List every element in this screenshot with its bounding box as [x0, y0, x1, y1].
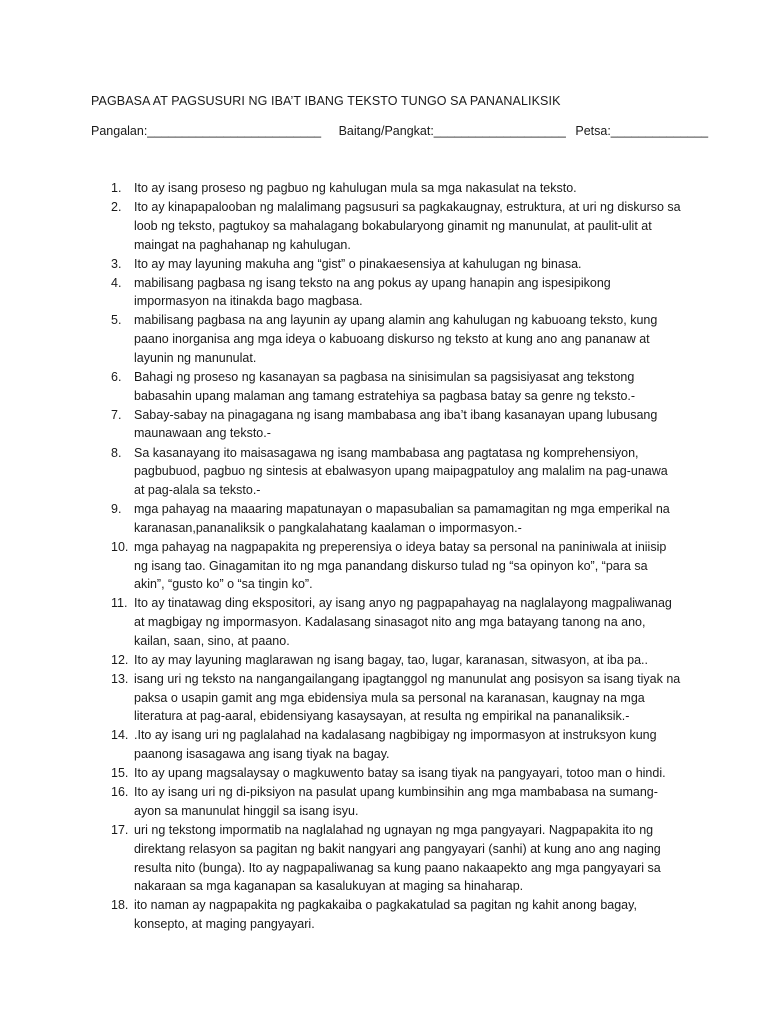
question-item: [91, 670, 681, 726]
question-text: Sabay-sabay na pinagagana ng isang mambabasa ang iba’t ibang kasanayan upang lubusang maunawaan ang teksto.-: [134, 407, 658, 441]
question-list: [91, 179, 681, 934]
question-item: [91, 538, 681, 594]
question-item: [91, 500, 681, 537]
question-text: Ito ay isang uri ng di-piksiyon na pasulat upang kumbinsihin ang mga mambabasa na sumang-ayon sa manunulat hinggil sa isang isyu.: [134, 785, 658, 819]
question-number: 2.: [111, 200, 122, 215]
question-item: [91, 764, 681, 783]
question-item: [91, 198, 681, 254]
question-number: 13.: [111, 671, 129, 686]
question-item: [91, 821, 681, 896]
question-text: mga pahayag na nagpapakita ng preperensiya o ideya batay sa personal na paniniwala at iniisip ng isang tao. Ginagamitan ito ng mga panandang diskurso tulad ng “sa opinyon ko”, “para sa akin”, “gusto ko” o “sa tingin ko”.: [134, 539, 667, 592]
question-number: 11.: [111, 596, 128, 611]
question-item: [91, 274, 681, 311]
question-text: mabilisang pagbasa ng isang teksto na ang pokus ay upang hanapin ang ispesipikong impormasyon na itinakda bago magbasa.: [134, 275, 611, 309]
question-text: Ito ay tinatawag ding ekspositori, ay isang anyo ng pagpapahayag na naglalayong magpaliwanag at magbigay ng impormasyon. Kadalasang sinasagot nito ang mga batayang tanong na ano, kailan, saan, sino, at paano.: [134, 596, 672, 648]
question-number: 12.: [111, 652, 129, 667]
question-number: 14.: [111, 728, 129, 743]
question-item: [91, 444, 681, 500]
question-number: 3.: [111, 256, 122, 271]
question-text: uri ng tekstong impormatib na naglalahad ng ugnayan ng mga pangyayari. Nagpapakita ito ng direktang relasyon sa pagitan ng bakit nangyari ang pangyayari (sanhi) at kung ano ang naging resulta nito (bunga). Ito ay nagpapaliwanag sa kung paano nakaapekto ang mga pangyayari sa nakaraan sa mga kaganapan sa kasalukuyan at maging sa hinaharap.: [134, 823, 661, 894]
question-item: [91, 179, 681, 198]
question-number: 1.: [111, 181, 122, 195]
question-number: 8.: [111, 445, 122, 460]
question-text: Ito ay may layuning maglarawan ng isang bagay, tao, lugar, karanasan, sitwasyon, at iba pa..: [134, 652, 648, 667]
question-text: .Ito ay isang uri ng paglalahad na kadalasang nagbibigay ng impormasyon at instruksyon kung paanong isasagawa ang isang tiyak na bagay.: [134, 728, 657, 762]
question-number: 5.: [111, 313, 122, 328]
question-text: Ito ay kinapapalooban ng malalimang pagsusuri sa pagkakaugnay, estruktura, at uri ng diskurso sa loob ng teksto, pagtukoy sa mahalagang bokabularyong ginamit ng manunulat, at paulit-ulit at maingat na paghahanap ng kahulugan.: [134, 200, 681, 252]
question-number: 15.: [111, 766, 129, 781]
question-item: [91, 406, 681, 443]
date-field: Petsa:______________: [575, 124, 709, 138]
question-item: [91, 896, 681, 933]
question-number: 4.: [111, 275, 122, 290]
question-number: 10.: [111, 539, 129, 554]
question-item: [91, 255, 681, 274]
question-text: isang uri ng teksto na nangangailangang ipagtanggol ng manunulat ang posisyon sa isang tiyak na paksa o usapin gamit ang mga ebidensiya mula sa personal na karanasan, kaugnay na mga literatura at pag-aaral, ebidensiyang kasaysayan, at resulta ng empirikal na pananaliksik.-: [134, 671, 681, 724]
question-text: Ito ay may layuning makuha ang “gist” o pinakaesensiya at kahulugan ng binasa.: [134, 256, 582, 271]
question-item: [91, 783, 681, 820]
question-text: Ito ay upang magsalaysay o magkuwento batay sa isang tiyak na pangyayari, totoo man o hindi.: [134, 766, 666, 781]
question-text: ito naman ay nagpapakita ng pagkakaiba o pagkakatulad sa pagitan ng kahit anong bagay, konsepto, at maging pangyayari.: [134, 898, 637, 932]
question-number: 17.: [111, 823, 129, 838]
question-text: Ito ay isang proseso ng pagbuo ng kahulugan mula sa mga nakasulat na teksto.: [134, 181, 577, 195]
worksheet-title: PAGBASA AT PAGSUSURI NG IBA’T IBANG TEKSTO TUNGO SA PANANALIKSIK: [91, 94, 561, 108]
question-item: [91, 594, 681, 650]
question-number: 7.: [111, 407, 122, 422]
question-item: [91, 368, 681, 405]
question-text: Sa kasanayang ito maisasagawa ng isang mambabasa ang pagtatasa ng komprehensiyon, pagbubuod, pagbuo ng sintesis at ebalwasyon upang maipagpatuloy ang malalim na pag-unawa at pag-alala sa teksto.-: [134, 445, 668, 497]
question-text: mabilisang pagbasa na ang layunin ay upang alamin ang kahulugan ng kabuoang teksto, kung paano inorganisa ang mga ideya o kabuoang diskurso ng teksto at kung ano ang pananaw at layunin ng manunulat.: [134, 313, 658, 365]
question-item: [91, 311, 681, 367]
question-number: 18.: [111, 898, 129, 913]
question-text: mga pahayag na maaaring mapatunayan o mapasubalian sa pamamagitan ng mga emperikal na karanasan,pananaliksik o pangkalahatang kaalaman o impormasyon.-: [134, 502, 670, 535]
question-number: 6.: [111, 369, 122, 384]
student-info-line: [91, 124, 708, 138]
question-text: Bahagi ng proseso ng kasanayan sa pagbasa na sinisimulan sa pagsisiyasat ang tekstong babasahin upang malaman ang tamang estratehiya sa pagbasa batay sa genre ng teksto.-: [134, 369, 636, 403]
question-number: 9.: [111, 502, 122, 517]
question-item: [91, 651, 681, 670]
name-field: Pangalan:_________________________: [91, 124, 322, 138]
question-item: [91, 726, 681, 763]
question-number: 16.: [111, 785, 129, 800]
grade-section-field: Baitang/Pangkat:___________________: [338, 124, 566, 138]
